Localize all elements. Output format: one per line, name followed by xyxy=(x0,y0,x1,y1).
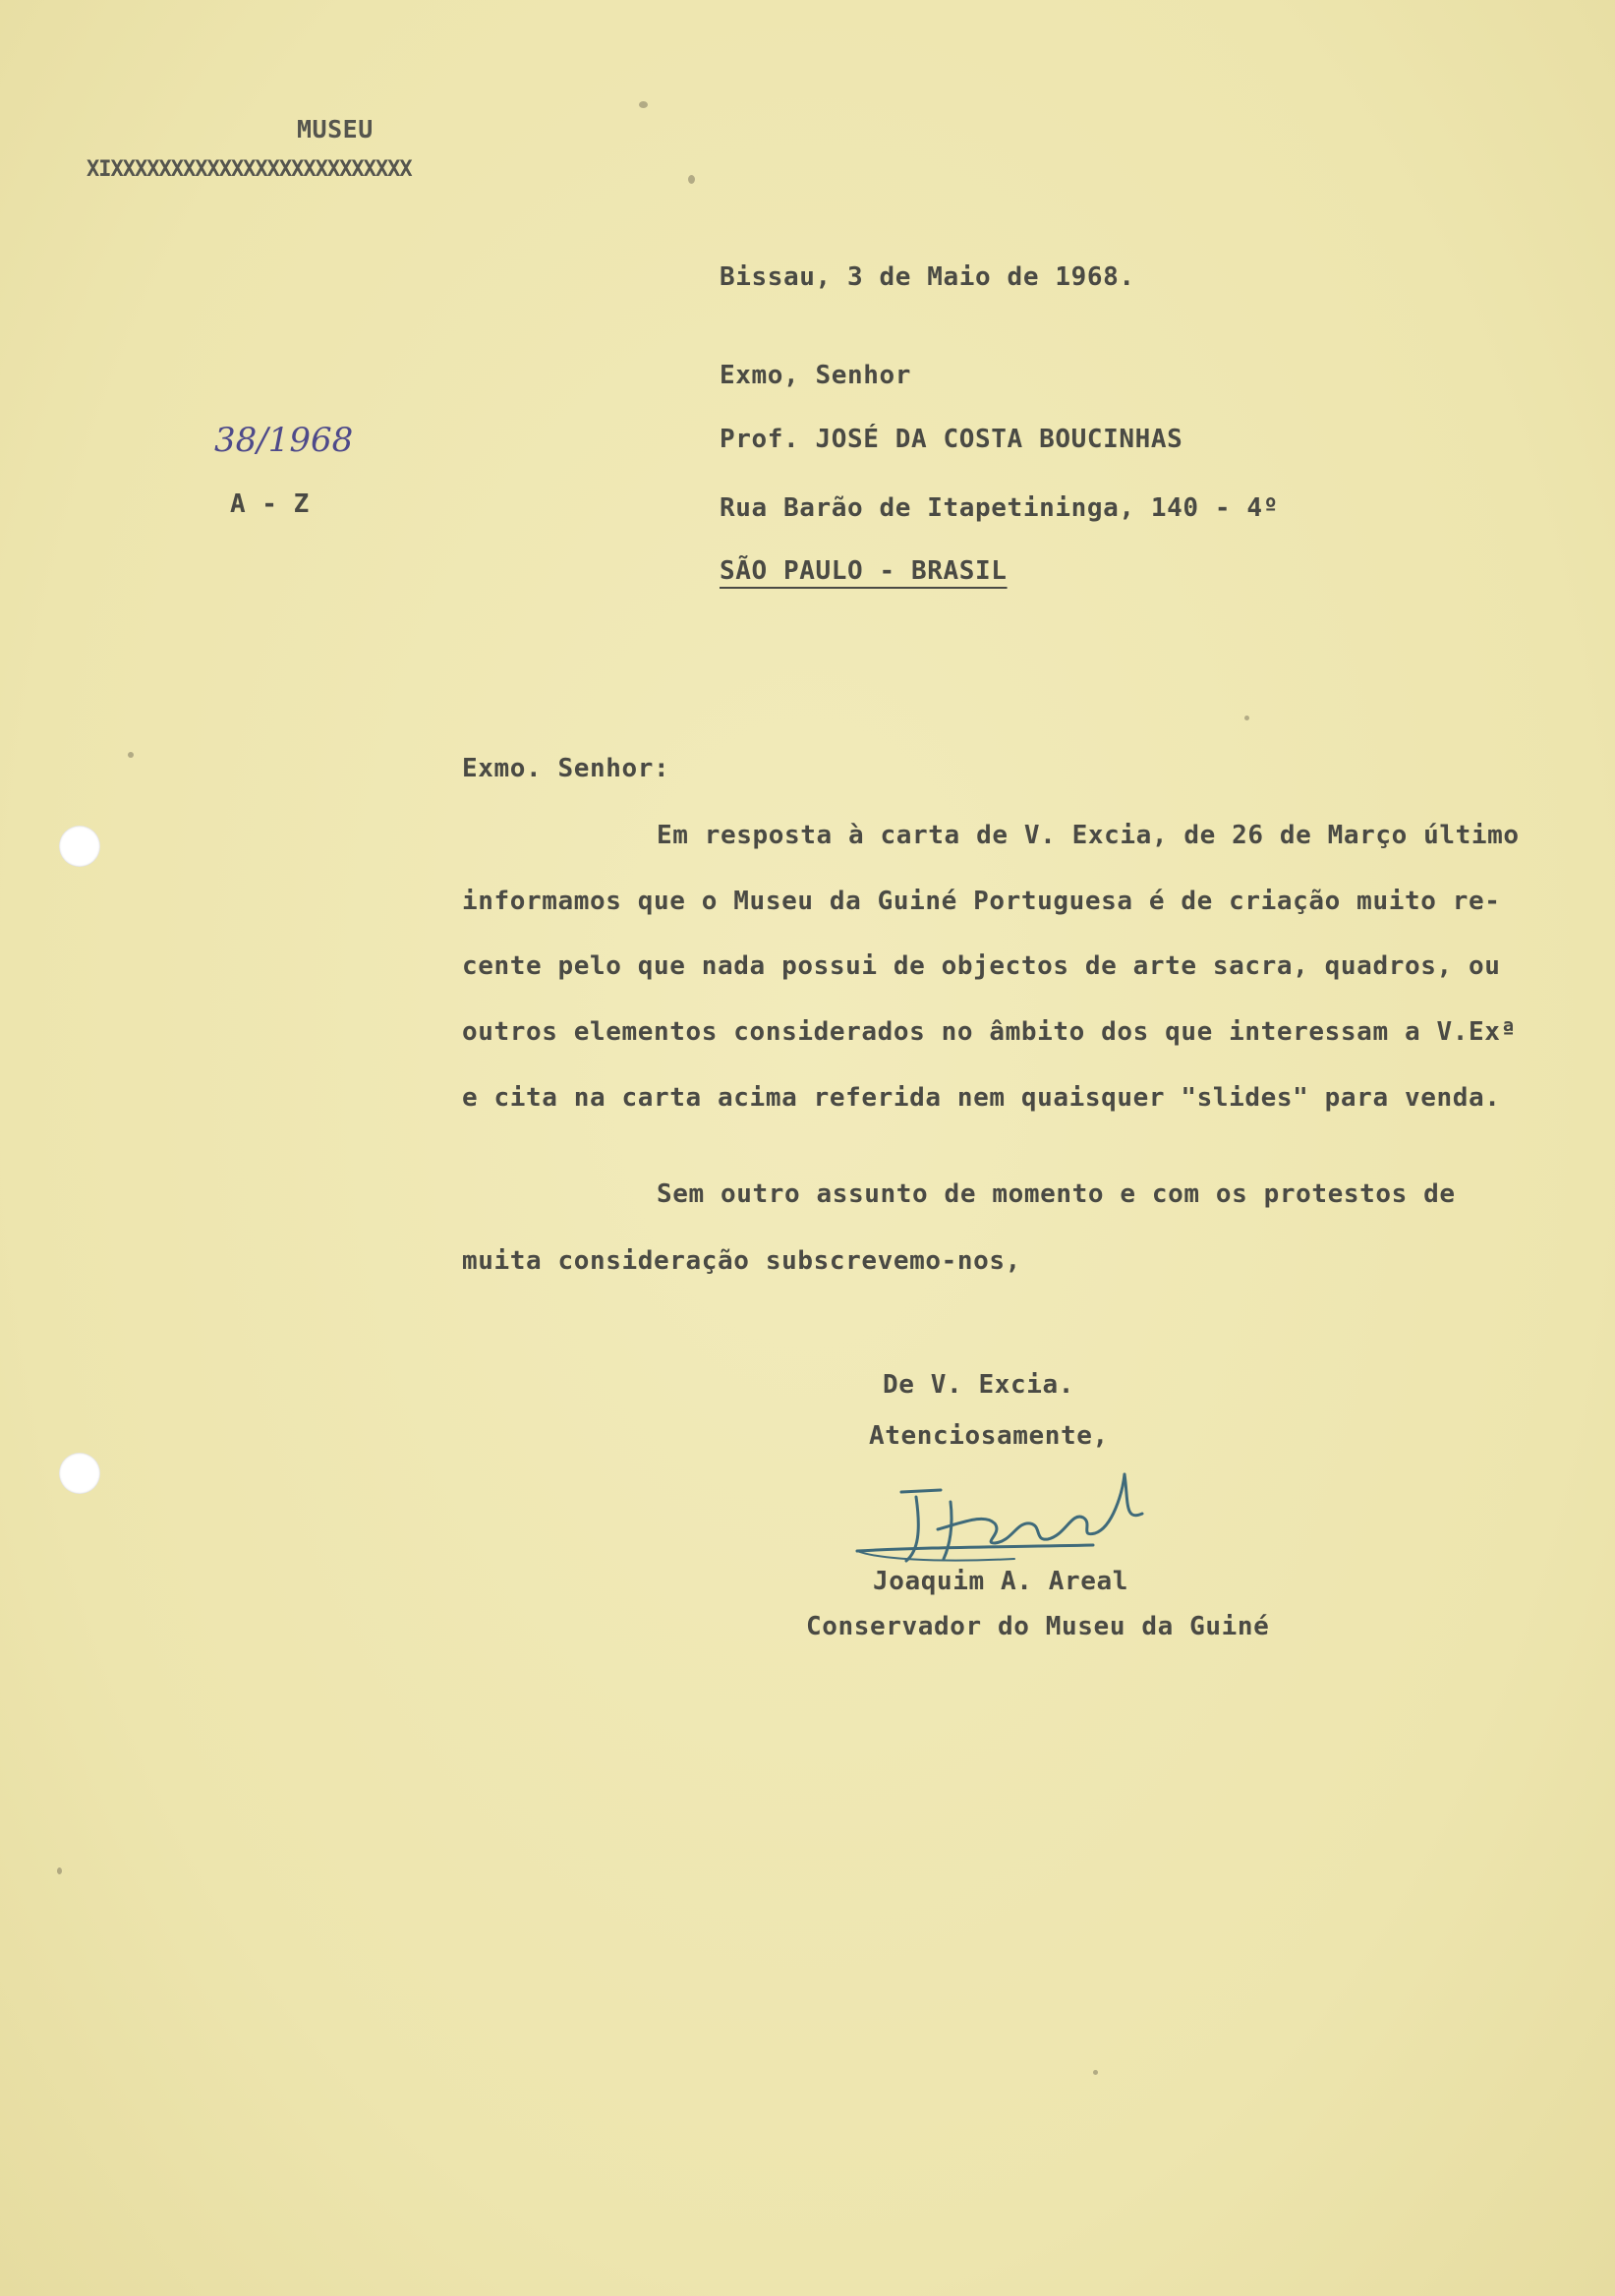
paper-speck xyxy=(639,101,648,108)
body-salutation: Exmo. Senhor: xyxy=(462,754,670,783)
date-line: Bissau, 3 de Maio de 1968. xyxy=(720,262,1135,292)
recipient-city: SÃO PAULO - BRASIL xyxy=(720,556,1008,586)
closing-line1: De V. Excia. xyxy=(883,1370,1075,1400)
paper-speck xyxy=(57,1867,62,1874)
paragraph1-line5: e cita na carta acima referida nem quaisquer "slides" para venda. xyxy=(462,1083,1501,1113)
recipient-name: Prof. JOSÉ DA COSTA BOUCINHAS xyxy=(720,425,1183,454)
punch-hole-top xyxy=(59,826,100,867)
museum-header-struck-line: XIXXXXXXXXXXXXXXXXXXXXXXXXX xyxy=(87,157,412,182)
punch-hole-bottom xyxy=(59,1453,100,1494)
handwritten-signature xyxy=(847,1453,1152,1580)
reference-code: A - Z xyxy=(230,489,310,519)
paragraph1-line1: Em resposta à carta de V. Excia, de 26 de Março último xyxy=(657,821,1520,850)
paper-speck xyxy=(128,752,134,758)
paragraph1-line3: cente pelo que nada possui de objectos de arte sacra, quadros, ou xyxy=(462,951,1501,981)
paper-speck xyxy=(688,175,695,184)
recipient-salutation: Exmo, Senhor xyxy=(720,361,912,390)
signer-title: Conservador do Museu da Guiné xyxy=(806,1612,1270,1641)
signer-name: Joaquim A. Areal xyxy=(873,1567,1129,1596)
paragraph1-line2: informamos que o Museu da Guiné Portuguesa é de criação muito re- xyxy=(462,887,1501,916)
closing-line2: Atenciosamente, xyxy=(869,1421,1109,1451)
paragraph1-line4: outros elementos considerados no âmbito dos que interessam a V.Exª xyxy=(462,1017,1517,1047)
paper-speck xyxy=(1093,2070,1098,2075)
reference-number-handwritten: 38/1968 xyxy=(214,421,354,460)
paragraph2-line1: Sem outro assunto de momento e com os protestos de xyxy=(657,1179,1456,1209)
museum-header-label: MUSEU xyxy=(297,115,374,144)
paper-speck xyxy=(1244,716,1249,720)
paragraph2-line2: muita consideração subscrevemo-nos, xyxy=(462,1246,1021,1276)
recipient-street: Rua Barão de Itapetininga, 140 - 4º xyxy=(720,493,1279,523)
